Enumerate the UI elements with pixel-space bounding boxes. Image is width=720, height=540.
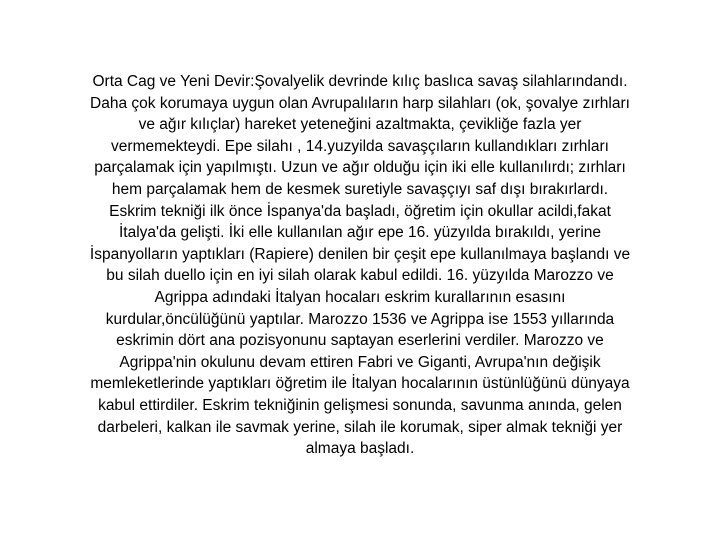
text-line: memleketlerinde yaptıkları öğretim ile İtalyan hocalarının üstünlüğünü dünyaya — [90, 375, 630, 393]
text-line: bu silah duello için en iyi silah olarak kabul edildi. 16. yüzyılda Marozzo ve — [106, 267, 614, 285]
text-line: almaya başladı. — [305, 440, 415, 458]
text-line: Agrippa adındaki İtalyan hocaları eskrim kurallarının esasını — [154, 288, 566, 306]
text-line: Eskrim tekniği ilk önce İspanya'da başladı, öğretim için okullar acildi,fakat — [109, 202, 611, 220]
text-line: kabul ettirdiler. Eskrim tekniğinin gelişmesi sonunda, savunma anında, gelen — [98, 396, 622, 414]
text-line: Agrippa'nin okulunu devam ettiren Fabri ve Giganti, Avrupa'nın değişik — [119, 353, 601, 371]
body-text — [40, 71, 680, 460]
text-line: hem parçalamak hem de kesmek suretiyle savaşçıyı saf dışı bırakırlardı. — [111, 180, 609, 198]
text-line: eskrimin dört ana pozisyonunu saptayan eserlerini verdiler. Marozzo ve — [116, 332, 604, 350]
text-line: Daha çok korumaya uygun olan Avrupalıların harp silahları (ok, şovalye zırhları — [90, 94, 630, 112]
text-line: ve ağır kılıçlar) hareket yeteneğini azaltmakta, çevikliğe fazla yer — [138, 116, 582, 134]
text-line: İspanyolların yaptıkları (Rapiere) denilen bir çeşit epe kullanılmaya başlandı ve — [89, 245, 631, 263]
text-line: İtalya'da gelişti. İki elle kullanılan ağır epe 16. yüzyılda bırakıldı, yerine — [119, 224, 601, 242]
text-line: vermemekteydi. Epe silahı , 14.yuzyilda savaşçıların kullandıkları zırhları — [111, 137, 609, 155]
text-line: Orta Cag ve Yeni Devir:Şovalyelik devrinde kılıç baslıca savaş silahlarındandı. — [92, 73, 628, 90]
text-line: darbeleri, kalkan ile savmak yerine, silah ile korumak, siper almak tekniği yer — [97, 418, 623, 436]
text-line: kurdular,öncülüğünü yaptılar. Marozzo 1536 ve Agrippa ise 1553 yıllarında — [105, 310, 615, 328]
text-line: parçalamak için yapılmıştı. Uzun ve ağır olduğu için iki elle kullanılırdı; zırhları — [94, 159, 626, 177]
